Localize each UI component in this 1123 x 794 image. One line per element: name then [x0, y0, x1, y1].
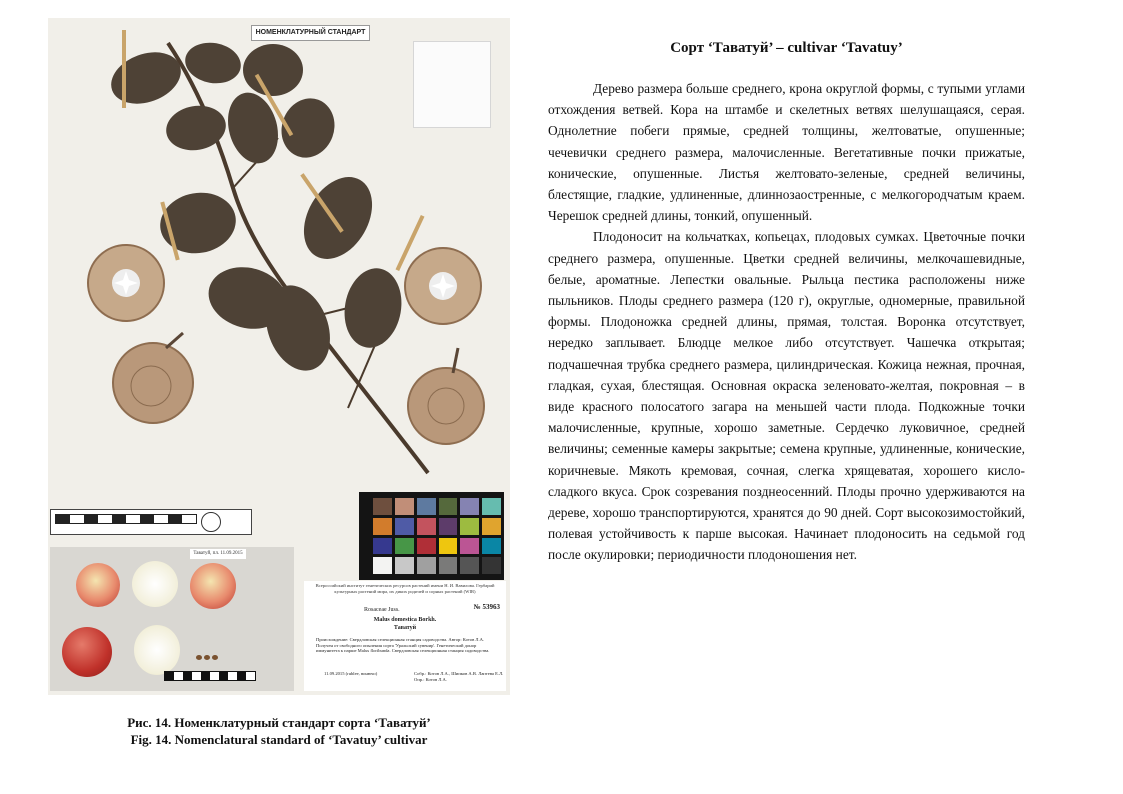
color-patch: [439, 557, 458, 574]
seed: [204, 655, 210, 660]
apple-whole-3: [62, 627, 112, 677]
fruit-photo: [50, 547, 294, 691]
label-number: № 53963: [473, 603, 500, 611]
color-patch: [417, 538, 436, 555]
seed: [196, 655, 202, 660]
color-patch: [417, 518, 436, 535]
color-patch: [482, 538, 501, 555]
figure-caption: [48, 714, 510, 748]
seed: [212, 655, 218, 660]
label-family: Rosaceae Juss.: [364, 607, 400, 613]
color-patch: [482, 498, 501, 515]
color-patch: [395, 518, 414, 535]
paragraph: Плодоносит на кольчатках, копьецах, плодовых сумках. Цветочные почки среднего размера, опушенные. Цветки средней величины, мелкочашевидные, белые, ароматные. Лепестки овальные. Рыльца пестика расположены ниже пыльников. Плоды среднего размера (120 г), округлые, одномерные, правильной формы. Плодоножка средней длины, прямая, толстая. Воронка отсутствует, нередко заплывает. Блюдце мелкое либо отсутствует. Чашечка открытая; подчашечная трубка среднего размера, цилиндрическая. Кожица нежная, прочная, гладкая, сухая, блестящая. Основная окраска зеленовато-желтая, покровная – в виде красного полосатого загара на меньшей части плода. Подкожные точки малочисленные, крупные, хорошо заметные. Сердечко луковичное, средней величины; семенные камеры закрытые; семена крупные, удлиненные, конические, коричневые. Мякоть кремовая, сочная, слегка хрящеватая, хорошего кисло-сладкого вкуса. Срок созревания позднеосенний. Плоды прочно удерживаются на дереве, хорошо транспортируются, хранятся до 90 дней. Сорт высокозимостойкий, полевая устойчивость к парше высокая. Начинает плодоносить на седьмой год после окулировки; периодичности плодоношения нет.: [548, 229, 1025, 563]
color-patch: [460, 557, 479, 574]
herbarium-label-card: [304, 581, 506, 691]
seed-envelope: [413, 41, 491, 128]
apple-half-2: [134, 625, 180, 675]
color-patch: [460, 498, 479, 515]
label-cultivar: Таватуй: [393, 625, 417, 631]
color-patch: [417, 498, 436, 515]
label-date: 11.09.2015 (rublee, вонючо): [324, 671, 378, 676]
color-patch: [439, 518, 458, 535]
apple-whole-2: [190, 563, 236, 609]
article-body: [548, 78, 1025, 566]
label-species: Malus domestica Borkh.: [373, 617, 437, 623]
color-calibration-card: [359, 492, 504, 580]
apple-whole-1: [76, 563, 120, 607]
caption-en: Fig. 14. Nomenclatural standard of ‘Tavatuy’ cultivar: [130, 732, 428, 747]
color-patch: [373, 538, 392, 555]
color-patch: [482, 518, 501, 535]
apple-half-1: [132, 561, 178, 607]
color-patch: [439, 498, 458, 515]
label-institute-text: Всероссийский институт генетических ресурсов растений имени Н. И. Вавилова. Гербарий культурных растений мира, их диких родичей и сорных растений (WIR): [315, 583, 495, 594]
scale-ruler: [50, 509, 252, 535]
paragraph: Дерево размера больше среднего, крона округлой формы, с тупыми углами отхождения ветвей. Кора на штамбе и скелетных ветвях шелушащаяся, серая. Однолетние побеги прямые, средней толщины, желтоватые, опушенные; чечевички среднего размера, малочисленные. Вегетативные почки прижатые, конические, опушенные. Листья желтовато-зеленые, средней величины, блестящие, гладкие, удлиненные, длиннозаостренные, с мелкогородчатым краем. Черешок средней длины, тонкий, опушенный.: [548, 81, 1025, 224]
color-patch: [373, 498, 392, 515]
caption-ru: Рис. 14. Номенклатурный стандарт сорта ‘Таватуй’: [127, 715, 431, 730]
color-patch: [460, 518, 479, 535]
color-patches: [373, 498, 501, 574]
photo-label: Таватуй, пл. 11.09.2015: [190, 549, 246, 559]
color-patch: [395, 498, 414, 515]
color-patch: [460, 538, 479, 555]
color-patch: [417, 557, 436, 574]
institute-logo-icon: [201, 512, 221, 532]
nomenclatural-standard-stamp: НОМЕНКЛАТУРНЫЙ СТАНДАРТ: [251, 25, 370, 41]
photo-scale-bar: [164, 671, 256, 681]
label-origin: Происхождение: Свердловская селекционная станция садоводства. Автор: Котов Л.А. Получен от свободного опыления сорта 'Уральский сувенир'. Генетический донор иммунитета к парше Malus floribunda. Свердловская селекционная станция садоводства.: [316, 637, 490, 654]
color-patch: [482, 557, 501, 574]
herbarium-sheet-image: [48, 18, 510, 695]
article-title: Сорт ‘Таватуй’ – cultivar ‘Tavatuy’: [670, 40, 903, 56]
ruler-bar: [55, 514, 197, 524]
color-patch: [395, 557, 414, 574]
color-patch: [373, 518, 392, 535]
label-collectors: Собр.: Котов Л.А., Шипков А.В. Лаптева Е.Л. Опр.: Котов Л.А.: [414, 671, 504, 682]
color-patch: [373, 557, 392, 574]
color-patch: [395, 538, 414, 555]
color-patch: [439, 538, 458, 555]
